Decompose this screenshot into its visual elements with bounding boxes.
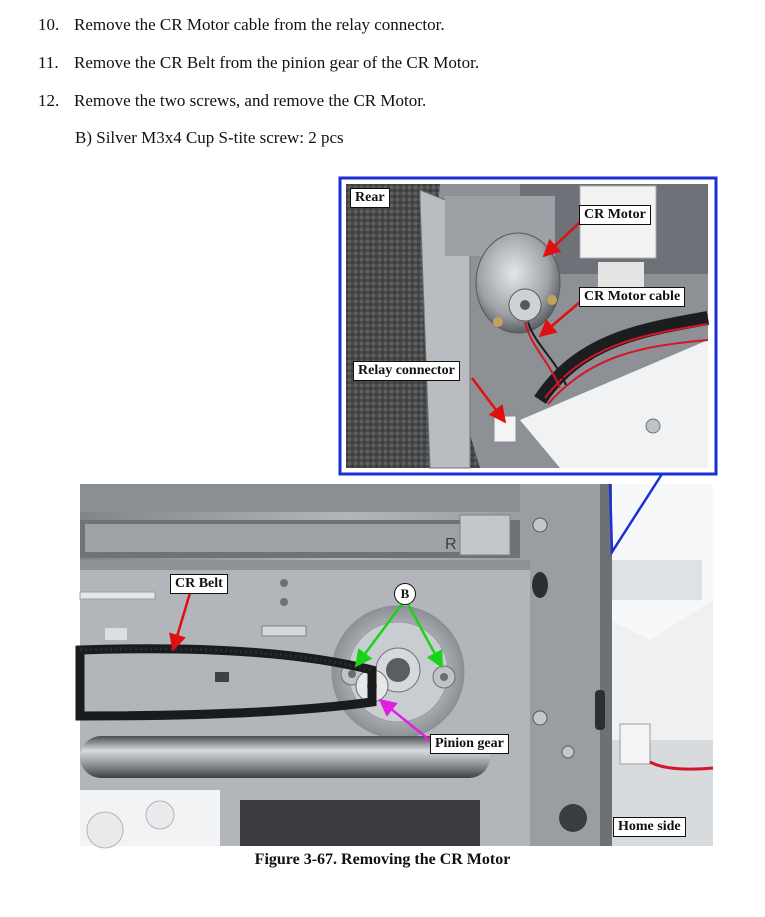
step-text: Remove the CR Motor cable from the relay connector. [74, 15, 445, 34]
step-number: 11. [38, 53, 59, 72]
label-cr-motor-cable: CR Motor cable [579, 287, 685, 307]
label-cr-belt: CR Belt [170, 574, 228, 594]
step-number: 10. [38, 15, 60, 34]
figure-caption: Figure 3-67. Removing the CR Motor [254, 851, 511, 868]
screw-note: B) Silver M3x4 Cup S-tite screw: 2 pcs [75, 128, 344, 147]
step-text: Remove the two screws, and remove the CR Motor. [74, 91, 427, 110]
embossed-r: R [445, 536, 457, 553]
label-cr-motor: CR Motor [579, 205, 651, 225]
main-photo [80, 484, 713, 848]
label-home-side: Home side [613, 817, 686, 837]
step-text: Remove the CR Belt from the pinion gear of the CR Motor. [74, 53, 480, 72]
label-pinion-gear: Pinion gear [430, 734, 509, 754]
step-number: 12. [38, 91, 60, 110]
screw-marker-b: B [394, 583, 416, 605]
label-relay-connector: Relay connector [353, 361, 460, 381]
label-rear: Rear [350, 188, 390, 208]
inset-photo [346, 184, 708, 468]
